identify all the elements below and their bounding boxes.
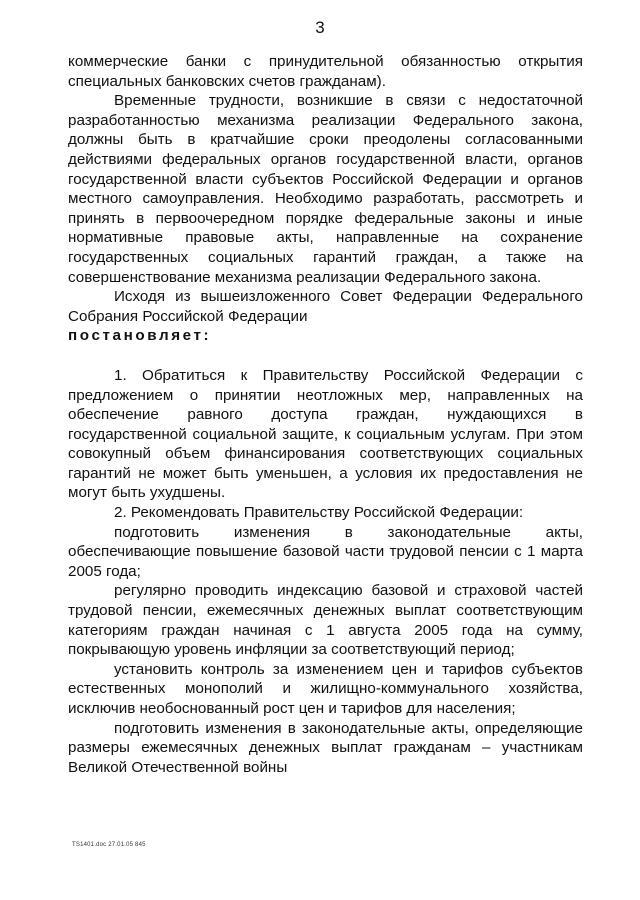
paragraph: 1. Обратиться к Правительству Российской Федерации с предложением о принятии неотложных мер, направленных на обеспечение равного доступа граждан, нуждающихся в государственной социальной защите, к социальным услугам. При этом совокупный объем финансирования соответствующих социальных гарантий не может быть уменьшен, а условия их предоставления не могут быть ухудшены. xyxy=(68,366,583,502)
paragraph: Временные трудности, возникшие в связи с недостаточной разработанностью механизма реализации Федерального закона, должны быть в кратчайшие сроки преодолены согласованными действиями федеральных органов государственной власти, органов государственной власти субъектов Российской Федерации и органов местного самоуправления. Необходимо разработать, рассмотреть и принять в первоочередном порядке федеральные законы и иные нормативные правовые акты, направленные на сохранение государственных социальных гарантий граждан, а также на совершенствование механизма реализации Федерального закона. xyxy=(68,92,583,286)
paragraph: установить контроль за изменением цен и тарифов субъектов естественных монополий и жилищно-коммунального хозяйства, исключив необоснованный рост цен и тарифов для населения; xyxy=(68,660,583,717)
page-number: 3 xyxy=(315,18,325,37)
paragraph: Исходя из вышеизложенного Совет Федерации Федерального Собрания Российской Федерации xyxy=(68,288,583,325)
resolution-keyword: постановляет: xyxy=(68,327,212,345)
file-footer: TS1401.doc 27.01.05 845 xyxy=(72,842,146,848)
paragraph: регулярно проводить индексацию базовой и страховой частей трудовой пенсии, ежемесячных денежных выплат соответствующим категориям граждан начиная с 1 августа 2005 года на сумму, покрывающую уровень инфляции за соответствующий период; xyxy=(68,582,583,659)
paragraph: 2. Рекомендовать Правительству Российской Федерации: xyxy=(114,504,524,522)
paragraph: коммерческие банки с принудительной обязанностью открытия специальных банковских счетов гражданам). xyxy=(68,53,583,90)
document-body xyxy=(68,52,583,777)
paragraph: подготовить изменения в законодательные акты, обеспечивающие повышение базовой части трудовой пенсии с 1 марта 2005 года; xyxy=(68,523,583,580)
paragraph: подготовить изменения в законодательные акты, определяющие размеры ежемесячных денежных выплат гражданам – участникам Великой Отечественной войны xyxy=(68,719,583,776)
